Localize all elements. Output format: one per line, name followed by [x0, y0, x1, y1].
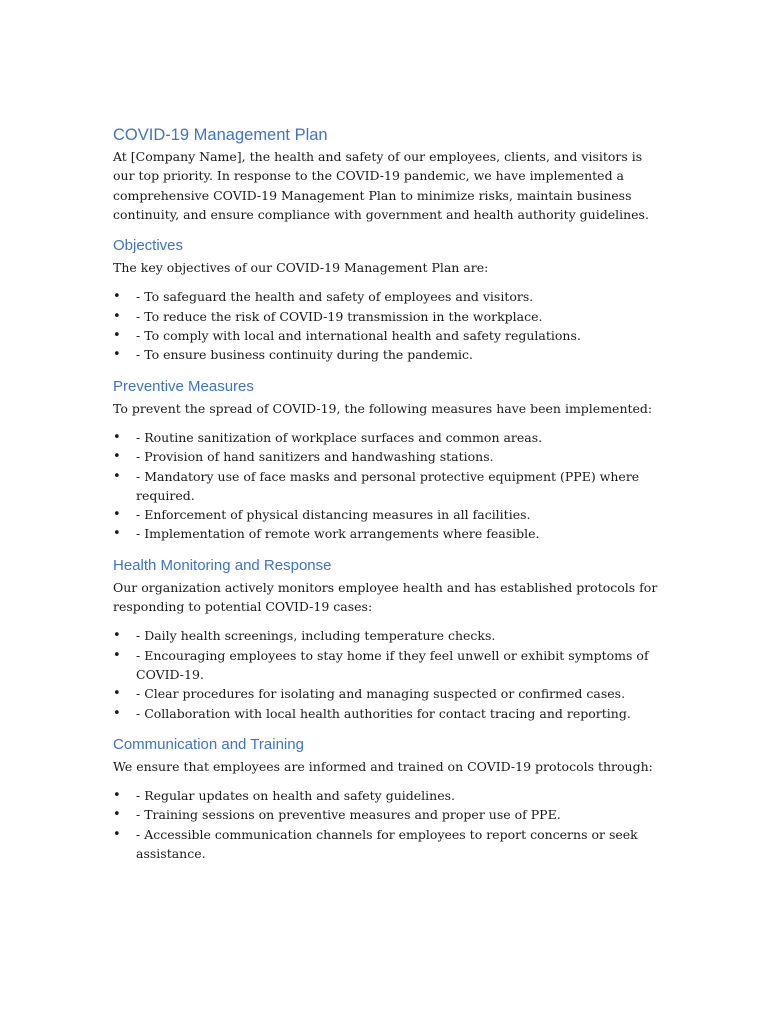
- list-item-text: - Provision of hand sanitizers and handwashing stations.: [136, 449, 494, 465]
- list-item: [113, 524, 658, 543]
- section-communication-training: [113, 735, 658, 863]
- list-item-text: - Enforcement of physical distancing measures in all facilities.: [136, 507, 531, 523]
- list-item: [113, 326, 658, 345]
- list-item: [113, 447, 658, 466]
- list-item-text: - Collaboration with local health authorities for contact tracing and reporting.: [136, 705, 631, 721]
- list-item: [113, 684, 658, 703]
- list-item-text: - Encouraging employees to stay home if they feel unwell or exhibit symptoms of COVID-19.: [136, 647, 649, 682]
- bullet-icon: •: [113, 308, 121, 324]
- section-heading: Preventive Measures: [113, 377, 254, 395]
- list-item-text: - Daily health screenings, including temperature checks.: [136, 628, 496, 644]
- bullet-icon: •: [113, 468, 121, 484]
- list-item: [113, 467, 658, 506]
- list-item-text: - Mandatory use of face masks and personal protective equipment (PPE) where required.: [136, 468, 640, 503]
- list-item: [113, 428, 658, 447]
- bullet-icon: •: [113, 289, 121, 305]
- section-objectives: [113, 236, 658, 364]
- list-item-text: - Training sessions on preventive measures and proper use of PPE.: [136, 807, 561, 823]
- section-heading: Health Monitoring and Response: [113, 556, 332, 574]
- list-item: [113, 704, 658, 723]
- bullet-icon: •: [113, 705, 121, 721]
- list-item-text: - Accessible communication channels for employees to report concerns or seek assistance.: [136, 826, 638, 862]
- bullet-list: [113, 786, 658, 863]
- list-item: [113, 786, 658, 805]
- list-item: [113, 626, 658, 645]
- list-item: [113, 345, 658, 364]
- section-preventive-measures: [113, 377, 658, 544]
- bullet-icon: •: [113, 429, 121, 445]
- bullet-icon: •: [113, 686, 121, 702]
- list-item: [113, 805, 658, 824]
- list-item-text: - To ensure business continuity during the pandemic.: [136, 347, 474, 363]
- list-item-text: - Implementation of remote work arrangements where feasible.: [136, 526, 540, 542]
- bullet-list: [113, 626, 658, 722]
- list-item-text: - Clear procedures for isolating and managing suspected or confirmed cases.: [136, 686, 626, 702]
- bullet-icon: •: [113, 347, 121, 363]
- bullet-icon: •: [113, 807, 121, 823]
- bullet-icon: •: [113, 788, 121, 804]
- list-item-text: - Regular updates on health and safety guidelines.: [136, 788, 455, 804]
- list-item-text: - To reduce the risk of COVID-19 transmission in the workplace.: [136, 308, 543, 324]
- bullet-icon: •: [113, 449, 121, 465]
- section-heading: Communication and Training: [113, 735, 304, 753]
- bullet-list: [113, 287, 658, 364]
- bullet-icon: •: [113, 826, 121, 842]
- document-title: COVID-19 Management Plan: [113, 126, 328, 144]
- bullet-icon: •: [113, 526, 121, 542]
- list-item: [113, 307, 658, 326]
- section-intro: To prevent the spread of COVID-19, the following measures have been implemented:: [113, 400, 653, 416]
- bullet-icon: •: [113, 507, 121, 523]
- list-item: [113, 825, 658, 864]
- section-intro: The key objectives of our COVID-19 Management Plan are:: [113, 260, 489, 276]
- list-item-text: - Routine sanitization of workplace surfaces and common areas.: [136, 429, 543, 445]
- list-item-text: - To safeguard the health and safety of employees and visitors.: [136, 289, 534, 305]
- section-intro: Our organization actively monitors employee health and has established protocols for responding to potential COVID-19 cases:: [113, 579, 658, 615]
- section-health-monitoring: [113, 556, 658, 723]
- bullet-list: [113, 428, 658, 544]
- section-intro: We ensure that employees are informed and trained on COVID-19 protocols through:: [113, 758, 653, 774]
- bullet-icon: •: [113, 628, 121, 644]
- list-item: [113, 505, 658, 524]
- document-intro: At [Company Name], the health and safety of our employees, clients, and visitors is our top priority. In response to the COVID-19 pandemic, we have implemented a comprehensive COVID-19 Management Plan to minimize risks, maintain business continuity, and ensure compliance with government and health authority guidelines.: [113, 149, 649, 222]
- section-heading: Objectives: [113, 237, 184, 255]
- document-page: [113, 124, 658, 863]
- list-item: [113, 287, 658, 306]
- bullet-icon: •: [113, 647, 121, 663]
- list-item-text: - To comply with local and international health and safety regulations.: [136, 328, 581, 344]
- bullet-icon: •: [113, 328, 121, 344]
- list-item: [113, 646, 658, 685]
